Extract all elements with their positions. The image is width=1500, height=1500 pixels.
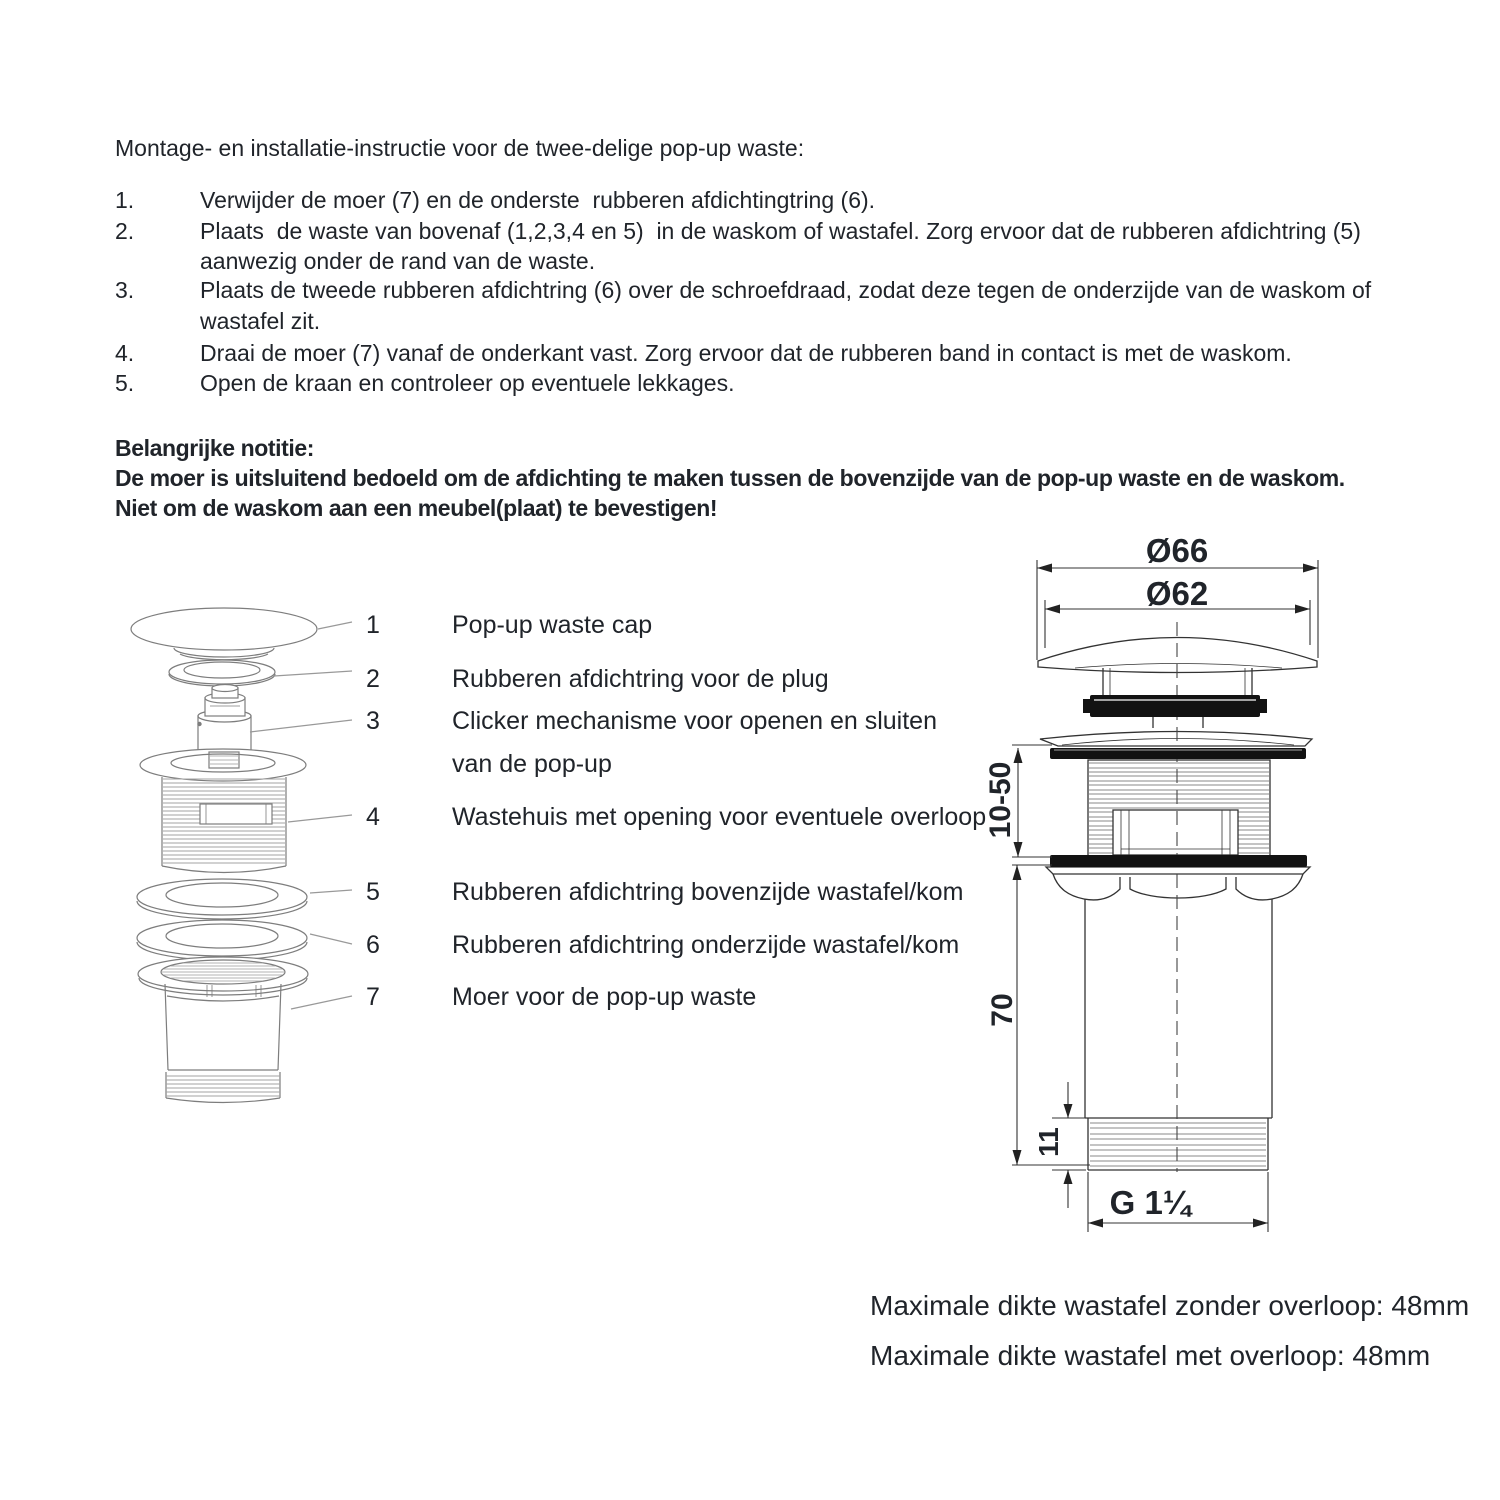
part-number: 1 (366, 611, 380, 639)
step-number: 3. (115, 277, 135, 303)
part-label: van de pop-up (452, 750, 612, 778)
page-title: Montage- en installatie-instructie voor de twee-delige pop-up waste: (115, 135, 805, 161)
dim-label-outer-diameter: Ø66 (1145, 532, 1209, 569)
part-label: Rubberen afdichtring bovenzijde wastafel/kom (452, 878, 964, 906)
step-text: Plaats de waste van bovenaf (1,2,3,4 en 5) in de waskom of wastafel. Zorg ervoor dat de rubberen afdichtring (5) (200, 218, 1361, 244)
note-heading: Belangrijke notitie: (115, 435, 315, 461)
body-shape (1085, 899, 1272, 1170)
dim-label-inner-diameter: Ø62 (1145, 575, 1209, 612)
plug-seal-ring-shape (169, 660, 275, 686)
note-line: De moer is uitsluitend bedoeld om de afdichting te maken tussen de bovenzijde van de pop-up waste en de waskom. (115, 465, 1345, 491)
part-label: Wastehuis met opening voor eventuele overloop (452, 803, 987, 831)
waste-housing-shape (140, 749, 306, 873)
dim-label-thread-size: G 1¼ (1109, 1184, 1191, 1221)
nut-section-shape (1046, 867, 1310, 900)
step-text: aanwezig onder de rand van de waste. (200, 248, 596, 274)
step-text: Open de kraan en controleer op eventuele lekkages. (200, 370, 735, 396)
part-label: Rubberen afdichtring voor de plug (452, 665, 829, 693)
part-number: 6 (366, 931, 380, 959)
step-number: 2. (115, 218, 135, 244)
max-thickness-without-overflow: Maximale dikte wastafel zonder overloop: 48mm (870, 1290, 1470, 1321)
step-number: 1. (115, 187, 135, 213)
dim-label-thread-length: 11 (1033, 1127, 1064, 1157)
technical-drawing (980, 528, 1425, 1243)
exploded-diagram (118, 586, 368, 1116)
step-text: wastafel zit. (200, 308, 321, 334)
step-text: Verwijder de moer (7) en de onderste rubberen afdichtingtring (6). (200, 187, 876, 213)
part-number: 2 (366, 665, 380, 693)
max-thickness-with-overflow: Maximale dikte wastafel met overloop: 48mm (870, 1340, 1431, 1371)
part-label: Clicker mechanisme voor openen en sluiten (452, 707, 937, 735)
part-number: 5 (366, 878, 380, 906)
nut-shape (138, 957, 308, 1103)
dim-label-body-height: 70 (986, 993, 1019, 1027)
part-number: 7 (366, 983, 380, 1011)
cap-shape (131, 608, 317, 660)
step-text: Draai de moer (7) vanaf de onderkant vast. Zorg ervoor dat de rubberen band in contact is met de waskom. (200, 340, 1292, 366)
bottom-seal-ring-shape (137, 920, 307, 960)
part-label: Moer voor de pop-up waste (452, 983, 757, 1011)
part-number: 4 (366, 803, 380, 831)
part-label: Pop-up waste cap (452, 611, 653, 639)
step-number: 4. (115, 340, 135, 366)
step-number: 5. (115, 370, 135, 396)
threaded-body-shape (1088, 760, 1270, 856)
part-label: Rubberen afdichtring onderzijde wastafel/kom (452, 931, 960, 959)
dim-label-clamp-range: 10-50 (984, 761, 1017, 839)
note-line: Niet om de waskom aan een meubel(plaat) te bevestigen! (115, 495, 718, 521)
part-number: 3 (366, 707, 380, 735)
flange-shape (1040, 717, 1312, 746)
top-seal-ring-shape (137, 879, 307, 919)
overflow-window (1113, 810, 1238, 855)
step-text: Plaats de tweede rubberen afdichtring (6) over de schroefdraad, zodat deze tegen de onderzijde van de waskom of (200, 277, 1372, 303)
